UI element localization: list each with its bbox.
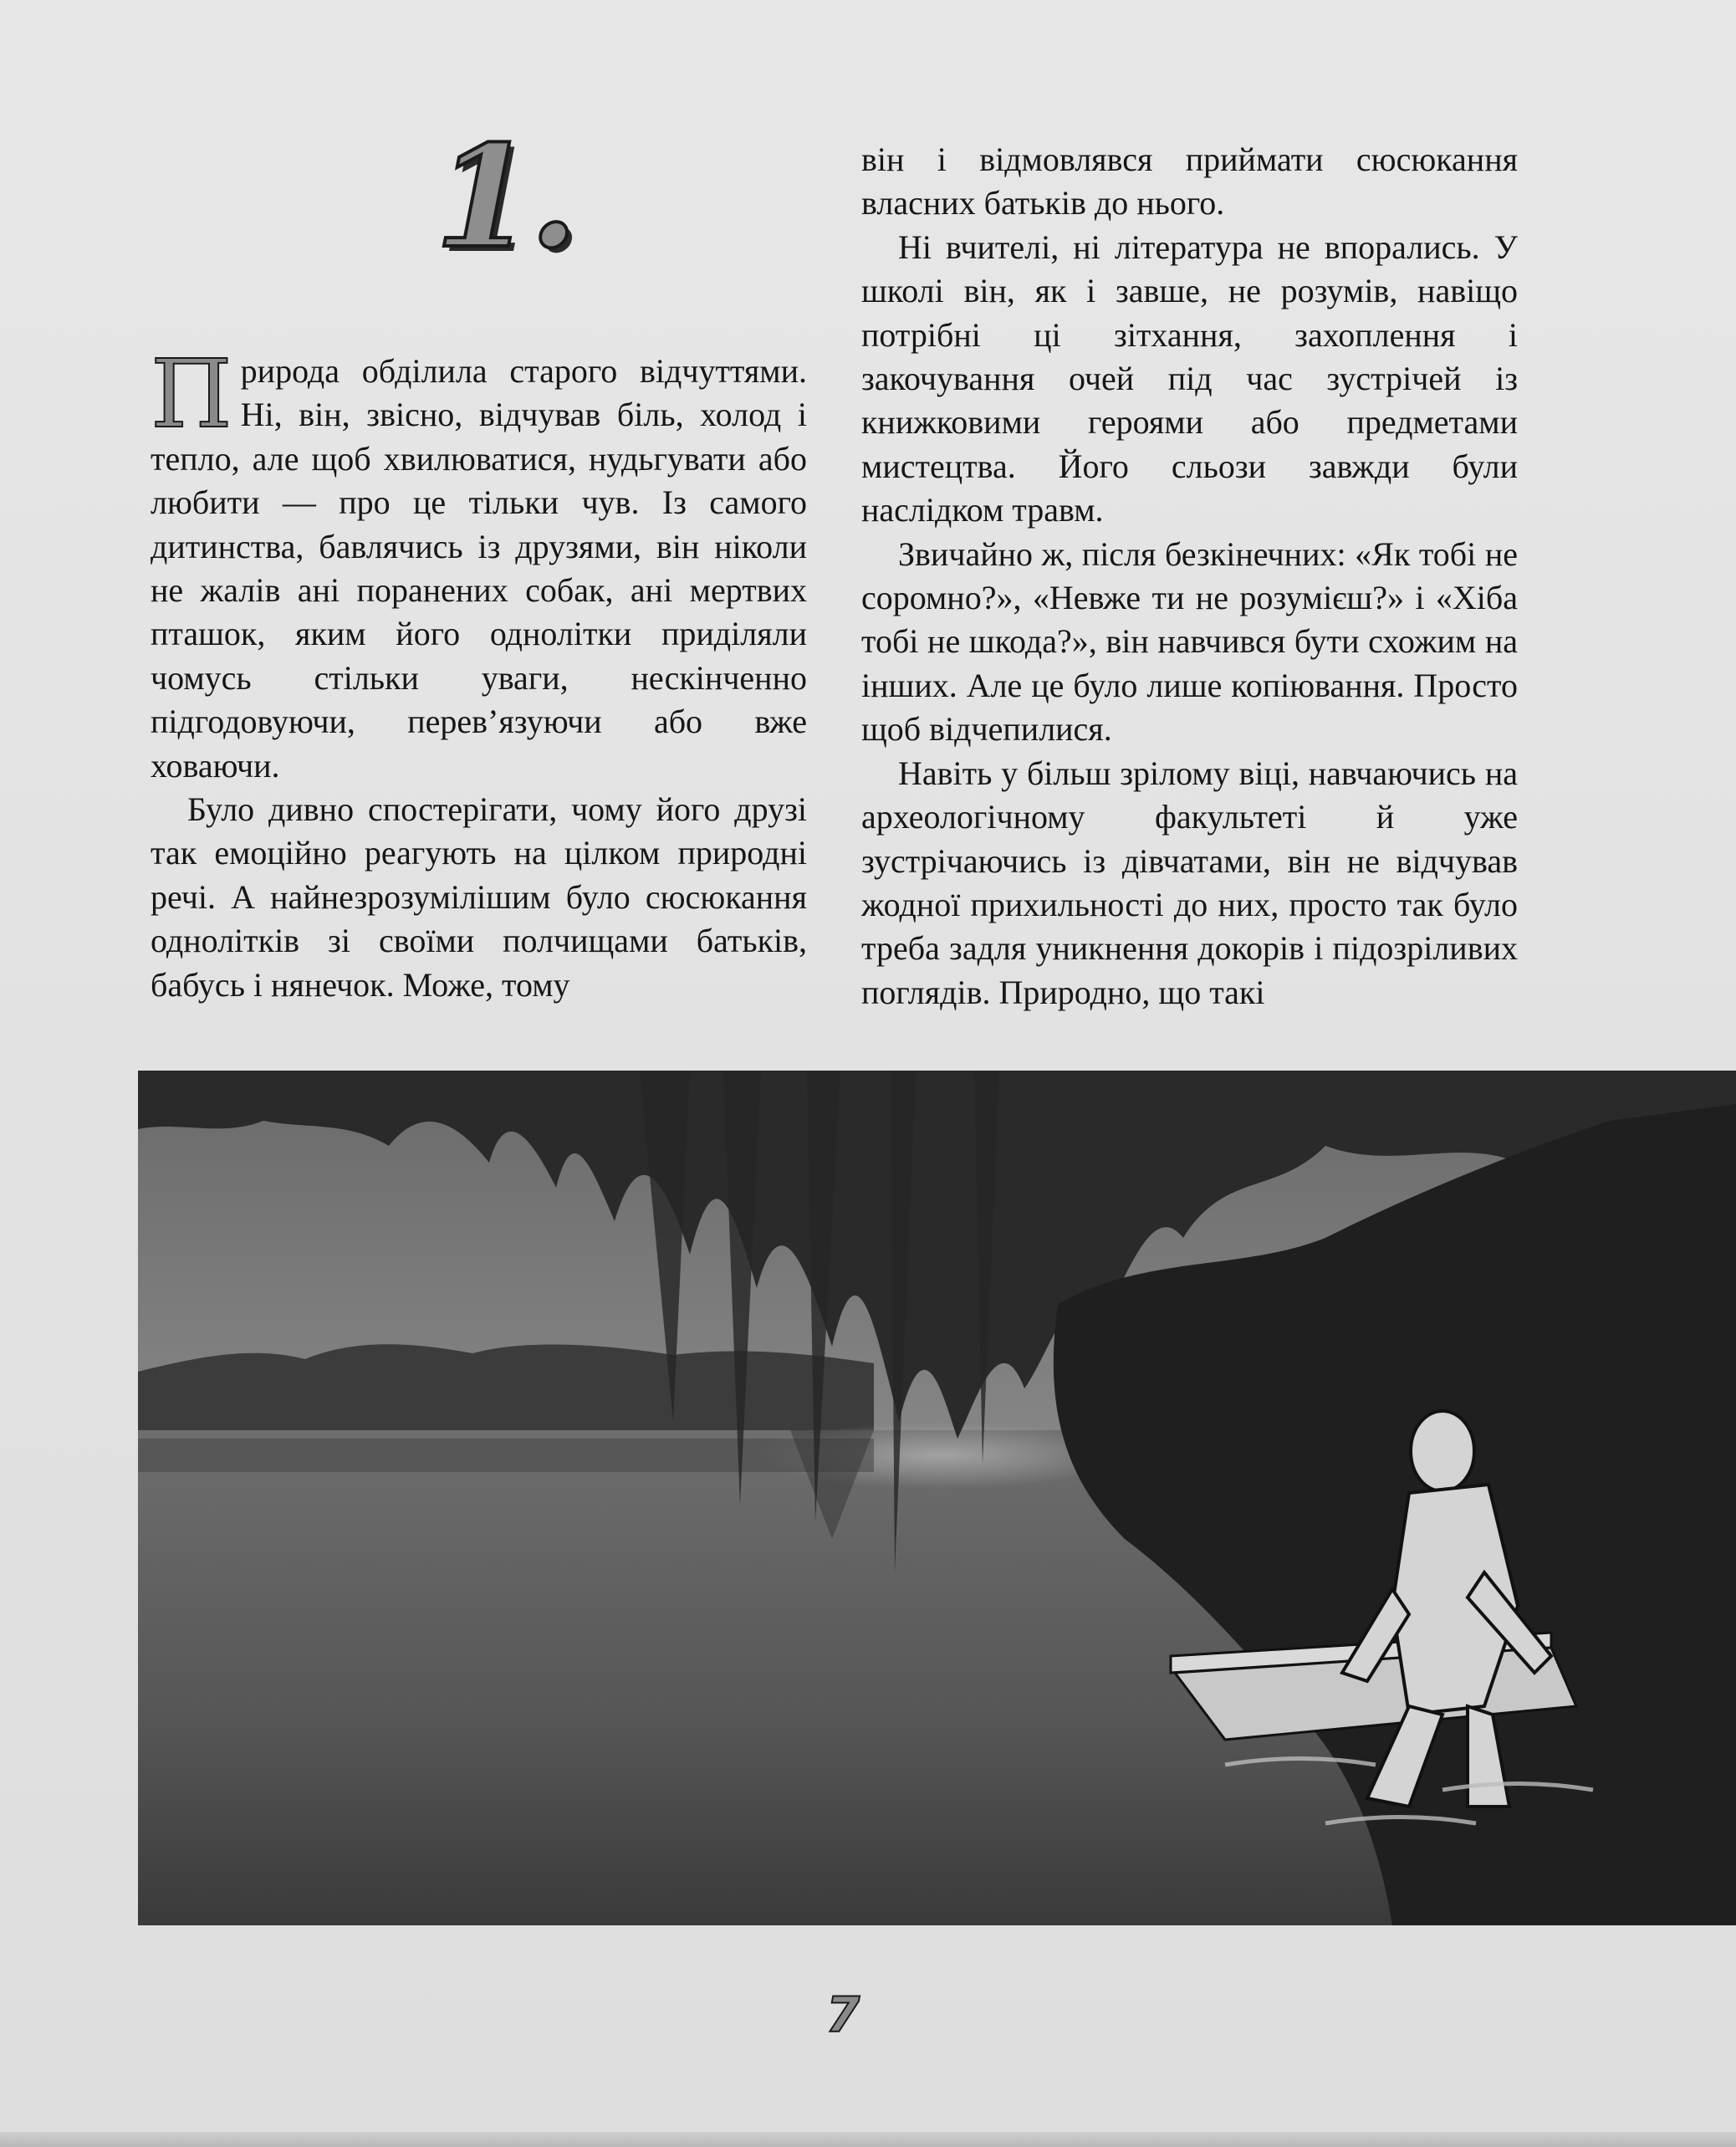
paragraph: Ні вчителі, ні література не впорались. У школі він, як і завше, не розумів, навіщо потрібні ці зітхання, захоплення і закочування очей під час зустрічей із книжковими героями або предметами мистецтва. Його сльози завжди були наслідком травм.: [861, 227, 1518, 529]
drop-cap: П: [151, 340, 232, 449]
paragraph: [151, 340, 807, 788]
paragraph: Звичайно ж, після безкінечних: «Як тобі не соромно?», «Невже ти не розумієш?» і «Хіба тобі не шкода?», він навчився бути схожим на інших. Але це було лише копіювання. Просто щоб відчепилися.: [861, 534, 1518, 749]
left-text-column: [151, 340, 807, 1007]
paragraph: Навіть у більш зрілому віці, навчаючись на археологічному факультеті й уже зустрічаючись із дівчатами, він не відчував жодної прихильності до них, просто так було треба задля уникнення докорів і підозріливих поглядів. Природно, що такі: [861, 754, 1518, 1011]
lake-scene-image: [138, 1071, 1736, 1925]
chapter-numeral: 1.: [435, 114, 575, 279]
page-number: 7: [825, 1986, 860, 2043]
paragraph-text: рирода обділила старого відчуттями. Ні, він, звісно, відчував біль, холод і тепло, але щоб хвилюватися, нудьгувати або любити — про це тільки чув. Із самого дитинства, бавлячись із друзями, він ніколи не жалів ані поранених собак, ані мертвих пташок, яким його однолітки приділяли чомусь стільки уваги, нескінченно підгодовуючи, перев’язуючи або вже ховаючи.: [151, 352, 807, 785]
page-edge: [0, 2132, 1736, 2147]
lake-illustration: [138, 1071, 1736, 1925]
paragraph: він і відмовлявся приймати сюсюкання власних батьків до нього.: [861, 141, 1518, 222]
paragraph: Було дивно спостерігати, чому його друзі так емоційно реагують на цілком природні речі. А найнезрозумілішим було сюсюкання однолітків зі своїми полчищами батьків, бабусь і нянечок. Може, тому: [151, 790, 807, 1004]
right-text-column: [861, 138, 1518, 1015]
